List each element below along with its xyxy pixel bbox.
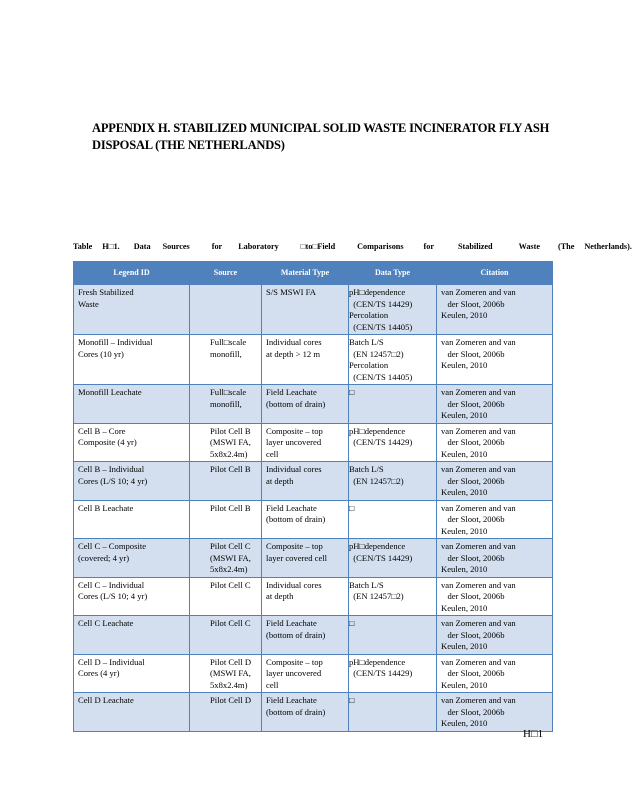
data-type-cell [349,539,437,578]
material-cell [262,577,349,616]
citation-cell-line: Keulen, 2010 [441,487,488,497]
citation-cell [437,693,553,732]
data-sources-table [73,261,553,732]
legend-cell-line: Cores (4 yr) [78,668,120,678]
material-cell [262,500,349,539]
header-data-type: Data Type [349,262,437,285]
data-type-cell [349,654,437,693]
material-cell-line: S/S MSWI FA [266,287,316,297]
source-cell-line: Pilot Cell B [210,425,251,436]
data-type-cell-line: (CEN/TS 14429) [349,298,413,309]
table-row [74,385,553,424]
data-type-cell-line: □ [349,502,355,513]
citation-cell [437,423,553,462]
citation-cell-line: der Sloot, 2006b [441,514,505,524]
material-cell-line: Field Leachate [266,387,317,397]
appendix-heading-line1: APPENDIX H. STABILIZED MUNICIPAL SOLID WASTE INCINERATOR FLY ASH [92,121,550,135]
citation-cell [437,385,553,424]
table-row [74,654,553,693]
source-cell-line: (MSWI FA, [210,552,251,563]
data-type-cell-line: pH□dependence [349,287,406,297]
caption-word: Data [133,242,151,251]
source-cell [190,500,262,539]
caption-word: (The [557,242,575,251]
citation-cell-line: Keulen, 2010 [441,602,488,613]
data-type-cell-line: Batch L/S [349,464,384,474]
data-type-cell [349,577,437,616]
data-type-cell-line: Batch L/S [349,579,384,590]
material-cell [262,335,349,385]
source-cell-line: Pilot Cell D [210,695,252,705]
caption-word: H□1. [102,242,120,251]
legend-cell-line: Monofill Leachate [78,387,142,397]
data-type-cell-line: (CEN/TS 14429) [349,437,413,447]
table-row [74,423,553,462]
data-type-cell-line: □ [349,387,355,397]
material-cell [262,385,349,424]
data-type-cell-line: Batch L/S [349,337,384,347]
citation-cell-line: Keulen, 2010 [441,718,488,728]
legend-cell-line: Waste [78,298,99,309]
material-cell [262,462,349,501]
caption-word: Table [73,242,93,251]
source-cell-line: Pilot Cell C [210,579,251,590]
citation-cell-line: Keulen, 2010 [441,448,488,459]
source-cell [190,539,262,578]
citation-cell [437,500,553,539]
source-cell-line: Pilot Cell C [210,618,251,628]
legend-cell [74,423,190,462]
material-cell [262,654,349,693]
material-cell-line: Field Leachate [266,618,317,628]
citation-cell-line: der Sloot, 2006b [441,668,505,678]
legend-cell-line: Cores (L/S 10; 4 yr) [78,475,148,486]
material-cell [262,616,349,655]
legend-cell [74,285,190,335]
page-number: H□1 [523,728,544,740]
data-type-cell [349,693,437,732]
material-cell-line: Individual cores [266,337,322,347]
source-cell [190,693,262,732]
legend-cell [74,500,190,539]
citation-cell-line: van Zomeren and van [441,287,516,297]
citation-cell-line: Keulen, 2010 [441,564,488,574]
citation-cell [437,335,553,385]
source-cell-line: 5x8x2.4m) [210,564,248,574]
legend-cell-line: Fresh Stabilized [78,287,134,297]
citation-cell-line: der Sloot, 2006b [441,398,505,409]
header-legend-id: Legend ID [74,262,190,285]
citation-cell-line: der Sloot, 2006b [441,591,505,601]
data-type-cell-line: pH□dependence [349,541,406,551]
material-cell-line: Composite – top [266,425,323,436]
citation-cell-line: der Sloot, 2006b [441,298,505,309]
citation-cell-line: der Sloot, 2006b [441,437,505,447]
material-cell-line: Composite – top [266,541,323,551]
legend-cell-line: Cell B – Individual [78,464,145,474]
data-type-cell-line: □ [349,695,355,705]
appendix-heading [92,120,552,154]
citation-cell [437,539,553,578]
data-type-cell-line: (CEN/TS 14429) [349,668,413,678]
material-cell-line: cell [266,679,279,690]
material-cell [262,693,349,732]
material-cell-line: (bottom of drain) [266,398,326,409]
citation-cell-line: van Zomeren and van [441,618,516,628]
source-cell [190,577,262,616]
material-cell [262,423,349,462]
caption-word: Stabilized [458,242,493,251]
source-cell-line: Full□scale [210,387,247,397]
data-type-cell-line: (CEN/TS 14429) [349,552,413,563]
source-cell-line: Pilot Cell C [210,541,251,551]
material-cell-line: layer uncovered [266,668,322,678]
table-row [74,335,553,385]
data-type-cell [349,285,437,335]
data-type-cell [349,335,437,385]
table-row [74,285,553,335]
table-row [74,500,553,539]
source-cell-line: Full□scale [210,337,247,347]
data-type-cell-line: Percolation [349,310,389,320]
material-cell-line: Field Leachate [266,502,317,513]
citation-cell-line: van Zomeren and van [441,579,516,590]
legend-cell-line: Cell B – Core [78,425,126,436]
legend-cell-line: (covered; 4 yr) [78,552,130,563]
citation-cell [437,577,553,616]
citation-cell-line: Keulen, 2010 [441,525,488,536]
citation-cell-line: Keulen, 2010 [441,360,488,370]
material-cell-line: Individual cores [266,579,322,590]
data-type-cell-line: pH□dependence [349,656,406,667]
table-row [74,539,553,578]
caption-word: Comparisons [357,242,404,251]
citation-cell-line: van Zomeren and van [441,337,516,347]
data-type-cell [349,423,437,462]
caption-word: Sources [162,242,190,251]
citation-cell-line: Keulen, 2010 [441,410,488,420]
caption-word: for [423,242,434,251]
material-cell-line: (bottom of drain) [266,629,326,640]
source-cell-line: monofill, [210,398,242,409]
source-cell-line: monofill, [210,348,242,359]
legend-cell-line: Cell C – Composite [78,541,147,551]
material-cell-line: Field Leachate [266,695,317,705]
table-caption [73,242,632,251]
legend-cell-line: Composite (4 yr) [78,437,137,447]
source-cell [190,423,262,462]
citation-cell [437,462,553,501]
legend-cell-line: Cores (L/S 10; 4 yr) [78,591,148,601]
caption-word: Laboratory [238,242,279,251]
appendix-heading-line2: DISPOSAL (THE NETHERLANDS) [92,138,285,152]
material-cell-line: (bottom of drain) [266,514,326,524]
material-cell-line: Composite – top [266,656,323,667]
material-cell-line: (bottom of drain) [266,706,326,717]
citation-cell-line: der Sloot, 2006b [441,629,505,640]
source-cell-line: Pilot Cell D [210,656,252,667]
data-type-cell-line: (EN 12457□2) [349,591,404,601]
source-cell-line: Pilot Cell B [210,464,251,474]
table-row [74,577,553,616]
legend-cell-line: Cell C Leachate [78,618,134,628]
table-header-row [74,262,553,285]
caption-word: Netherlands). [584,242,632,251]
header-material-type: Material Type [262,262,349,285]
citation-cell-line: van Zomeren and van [441,502,516,513]
citation-cell [437,285,553,335]
data-type-cell [349,385,437,424]
source-cell [190,462,262,501]
source-cell [190,616,262,655]
material-cell-line: at depth [266,591,294,601]
material-cell-line: Individual cores [266,464,322,474]
source-cell [190,654,262,693]
legend-cell [74,462,190,501]
table-row [74,616,553,655]
source-cell [190,385,262,424]
legend-cell-line: Cell B Leachate [78,502,134,513]
material-cell [262,539,349,578]
legend-cell-line: Monofill – Individual [78,337,153,347]
data-type-cell-line: □ [349,618,355,628]
table-row [74,462,553,501]
header-citation: Citation [437,262,553,285]
source-cell-line: (MSWI FA, [210,668,251,678]
citation-cell-line: der Sloot, 2006b [441,552,505,563]
material-cell-line: layer uncovered [266,437,322,447]
material-cell-line: cell [266,448,279,459]
legend-cell [74,616,190,655]
data-type-cell-line: Percolation [349,360,389,370]
material-cell-line: at depth [266,475,294,486]
citation-cell-line: der Sloot, 2006b [441,475,505,486]
legend-cell [74,539,190,578]
table-row [74,693,553,732]
source-cell-line: 5x8x2.4m) [210,679,248,690]
data-type-cell [349,616,437,655]
citation-cell-line: van Zomeren and van [441,541,516,551]
legend-cell [74,654,190,693]
header-source: Source [190,262,262,285]
citation-cell-line: der Sloot, 2006b [441,706,505,717]
citation-cell-line: van Zomeren and van [441,387,516,397]
source-cell-line: (MSWI FA, [210,437,251,447]
data-type-cell-line: (EN 12457□2) [349,348,404,359]
legend-cell-line: Cores (10 yr) [78,348,124,359]
material-cell-line: at depth > 12 m [266,348,321,359]
source-cell [190,335,262,385]
material-cell [262,285,349,335]
source-cell [190,285,262,335]
citation-cell-line: Keulen, 2010 [441,641,488,651]
data-type-cell-line: (CEN/TS 14405) [349,321,413,332]
citation-cell [437,654,553,693]
citation-cell-line: van Zomeren and van [441,425,516,436]
source-cell-line: 5x8x2.4m) [210,448,248,459]
caption-word: for [211,242,223,251]
caption-word: □to□Field [300,242,336,251]
legend-cell-line: Cell C – Individual [78,579,145,590]
citation-cell-line: Keulen, 2010 [441,310,488,320]
material-cell-line: layer covered cell [266,552,328,563]
legend-cell [74,693,190,732]
legend-cell [74,577,190,616]
data-type-cell [349,462,437,501]
citation-cell-line: der Sloot, 2006b [441,348,505,359]
legend-cell-line: Cell D – Individual [78,656,145,667]
citation-cell-line: van Zomeren and van [441,695,516,705]
data-type-cell [349,500,437,539]
data-type-cell-line: pH□dependence [349,425,406,436]
legend-cell-line: Cell D Leachate [78,695,134,705]
citation-cell-line: van Zomeren and van [441,464,516,474]
data-type-cell-line: (CEN/TS 14405) [349,371,413,382]
source-cell-line: Pilot Cell B [210,502,251,513]
citation-cell-line: Keulen, 2010 [441,679,488,690]
citation-cell-line: van Zomeren and van [441,656,516,667]
citation-cell [437,616,553,655]
legend-cell [74,335,190,385]
caption-word: Waste [518,242,540,251]
data-type-cell-line: (EN 12457□2) [349,475,404,486]
legend-cell [74,385,190,424]
